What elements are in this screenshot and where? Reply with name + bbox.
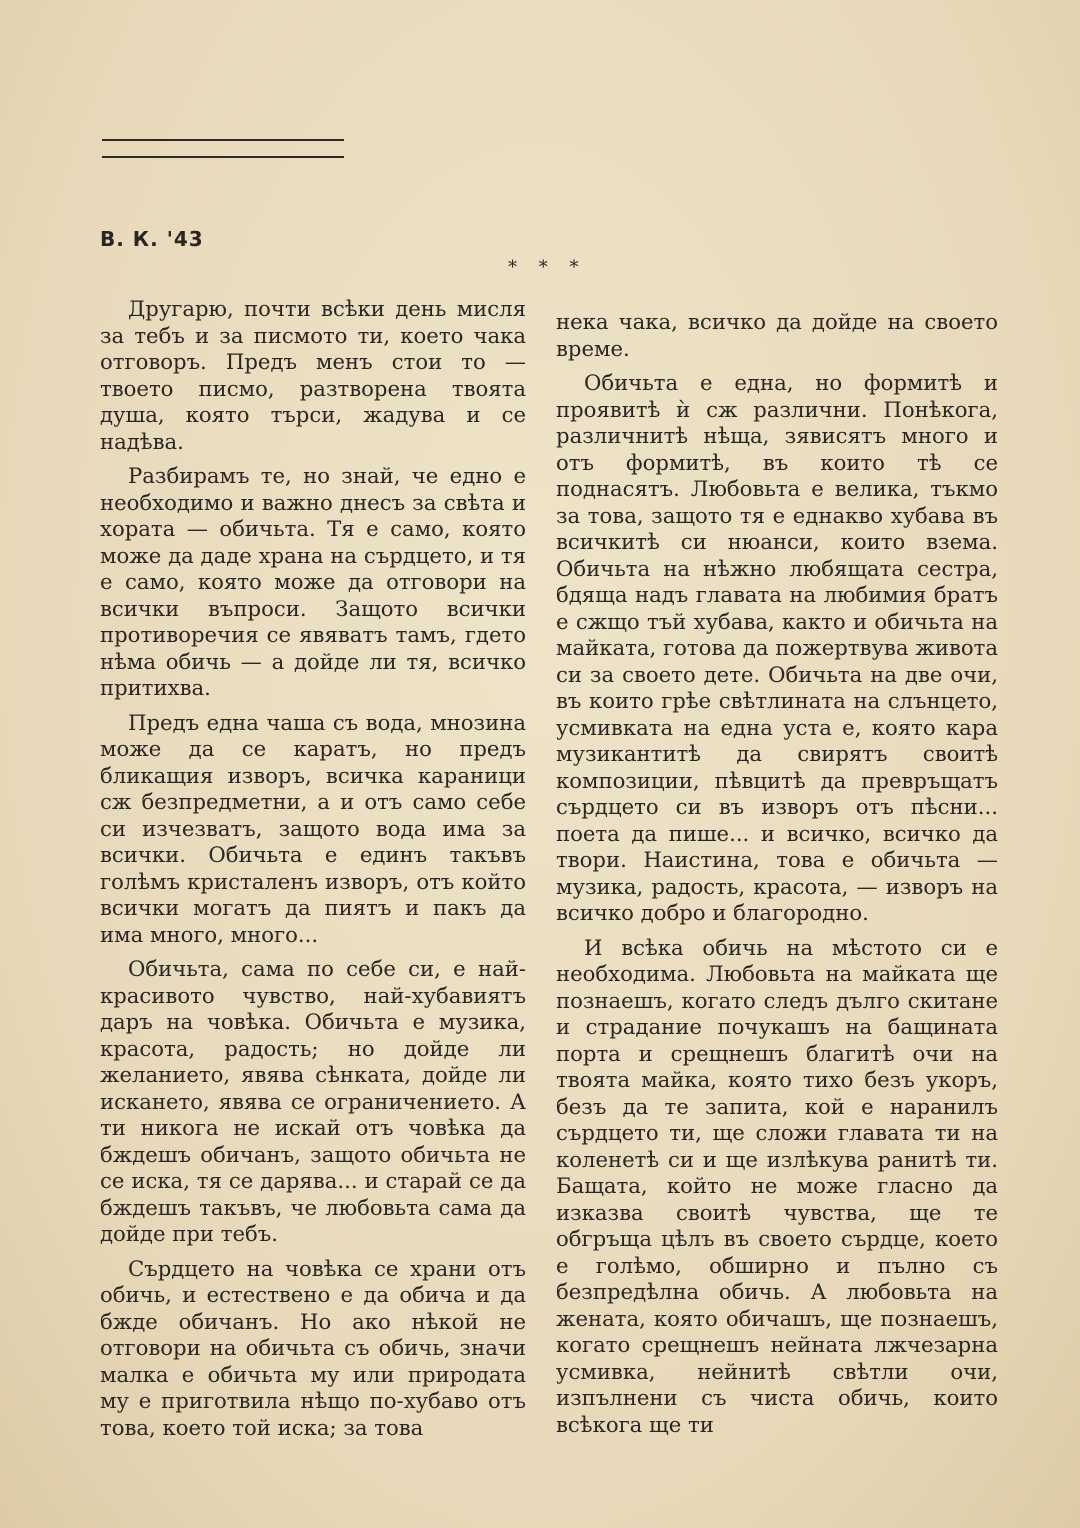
section-separator: * * * xyxy=(508,257,587,278)
paragraph: Разбирамъ те, но знай, че едно е необходимо и важно днесъ за свѣта и хората — обичьта. Тя е само, която може да даде храна на сърдцето, и тя е само, която може да отговори на всички въпроси. Защото всички противоречия се явяватъ тамъ, гдето нѣма обичь — а дойде ли тя, всичко притихва. xyxy=(100,463,526,700)
paragraph: Обичьта, сама по себе си, е най-красивото чувство, най-хубавиятъ даръ на човѣка. Обичьта е музика, красота, радость; но дойде ли желанието, явява сѣнката, дойде ли искането, явява се ограничението. А ти никога не искай отъ човѣка да бждешъ обичанъ, защото обичьта не се иска, тя се дарява... и старай се да бждешъ такъвъ, че любовьта сама да дойде при тебъ. xyxy=(100,956,526,1246)
right-column xyxy=(556,309,998,1446)
top-rule-1 xyxy=(102,139,344,141)
top-rule-2 xyxy=(102,156,344,158)
paragraph: Обичьта е една, но формитѣ и проявитѣ ѝ сж различни. Понѣкога, различнитѣ нѣща, зявисятъ много и отъ формитѣ, въ които тѣ се поднасятъ. Любовьта е велика, тъкмо за това, защото тя е еднакво хубава въ всичкитѣ си нюанси, които взема. Обичьта на нѣжно любящата сестра, бдяща надъ главата на любимия братъ е сжщо тъй хубава, както и обичьта на майката, готова да пожертвува живота си за своето дете. Обичьта на две очи, въ които грѣе свѣтлината на слънцето, усмивката на една уста е, която кара музикантитѣ да свирятъ своитѣ композиции, пѣвцитѣ да превръщатъ сърдцето си въ изворъ отъ пѣсни... поета да пише... и всичко, всичко да твори. Наистина, това е обичьта — музика, радость, красота, — изворъ на всичко добро и благородно. xyxy=(556,370,998,925)
paragraph-continuation: нека чака, всичко да дойде на своето време. xyxy=(556,309,998,361)
left-column xyxy=(100,296,526,1449)
paragraph: Предъ една чаша съ вода, мнозина може да се каратъ, но предъ бликащия изворъ, всичка караници сж безпредметни, а и отъ само себе си изчезватъ, защото вода има за всички. Обичьта е единъ такъвъ голѣмъ кристаленъ изворъ, отъ който всички могатъ да пиятъ и пакъ да има много, много... xyxy=(100,709,526,947)
paragraph: Другарю, почти всѣки день мисля за тебъ и за писмото ти, което чака отговоръ. Предъ менъ стои то — твоето писмо, разтворена твоята душа, която търси, жадува и се надѣва. xyxy=(100,296,526,454)
author-signature: В. К. '43 xyxy=(100,227,204,251)
paragraph: Сърдцето на човѣка се храни отъ обичь, и естествено е да обича и да бжде обичанъ. Но ако нѣкой не отговори на обичьта съ обичь, значи малка е обичьта му или природата му е приготвила нѣщо по-хубаво отъ това, което той иска; за това xyxy=(100,1255,526,1440)
paragraph: И всѣка обичь на мѣстото си е необходима. Любовьта на майката ще познаешъ, когато следъ дълго скитане и страдание почукашъ на бащината порта и срещнешъ благитѣ очи на твоята майка, която тихо безъ укоръ, безъ да те запита, кой е наранилъ сърдцето ти, ще сложи главата ти на коленетѣ си и ще излѣкува ранитѣ ти. Бащата, който не може гласно да изказва своитѣ чувства, ще те обгръща цѣлъ въ своето сърдце, което е голѣмо, обширно и пълно съ безпредѣлна обичь. А любовьта на жената, която обичашъ, ще познаешъ, когато срещнешъ нейната лжчезарна усмивка, нейнитѣ свѣтли очи, изпълнени съ чиста обичь, които всѣкога ще ти xyxy=(556,934,998,1437)
